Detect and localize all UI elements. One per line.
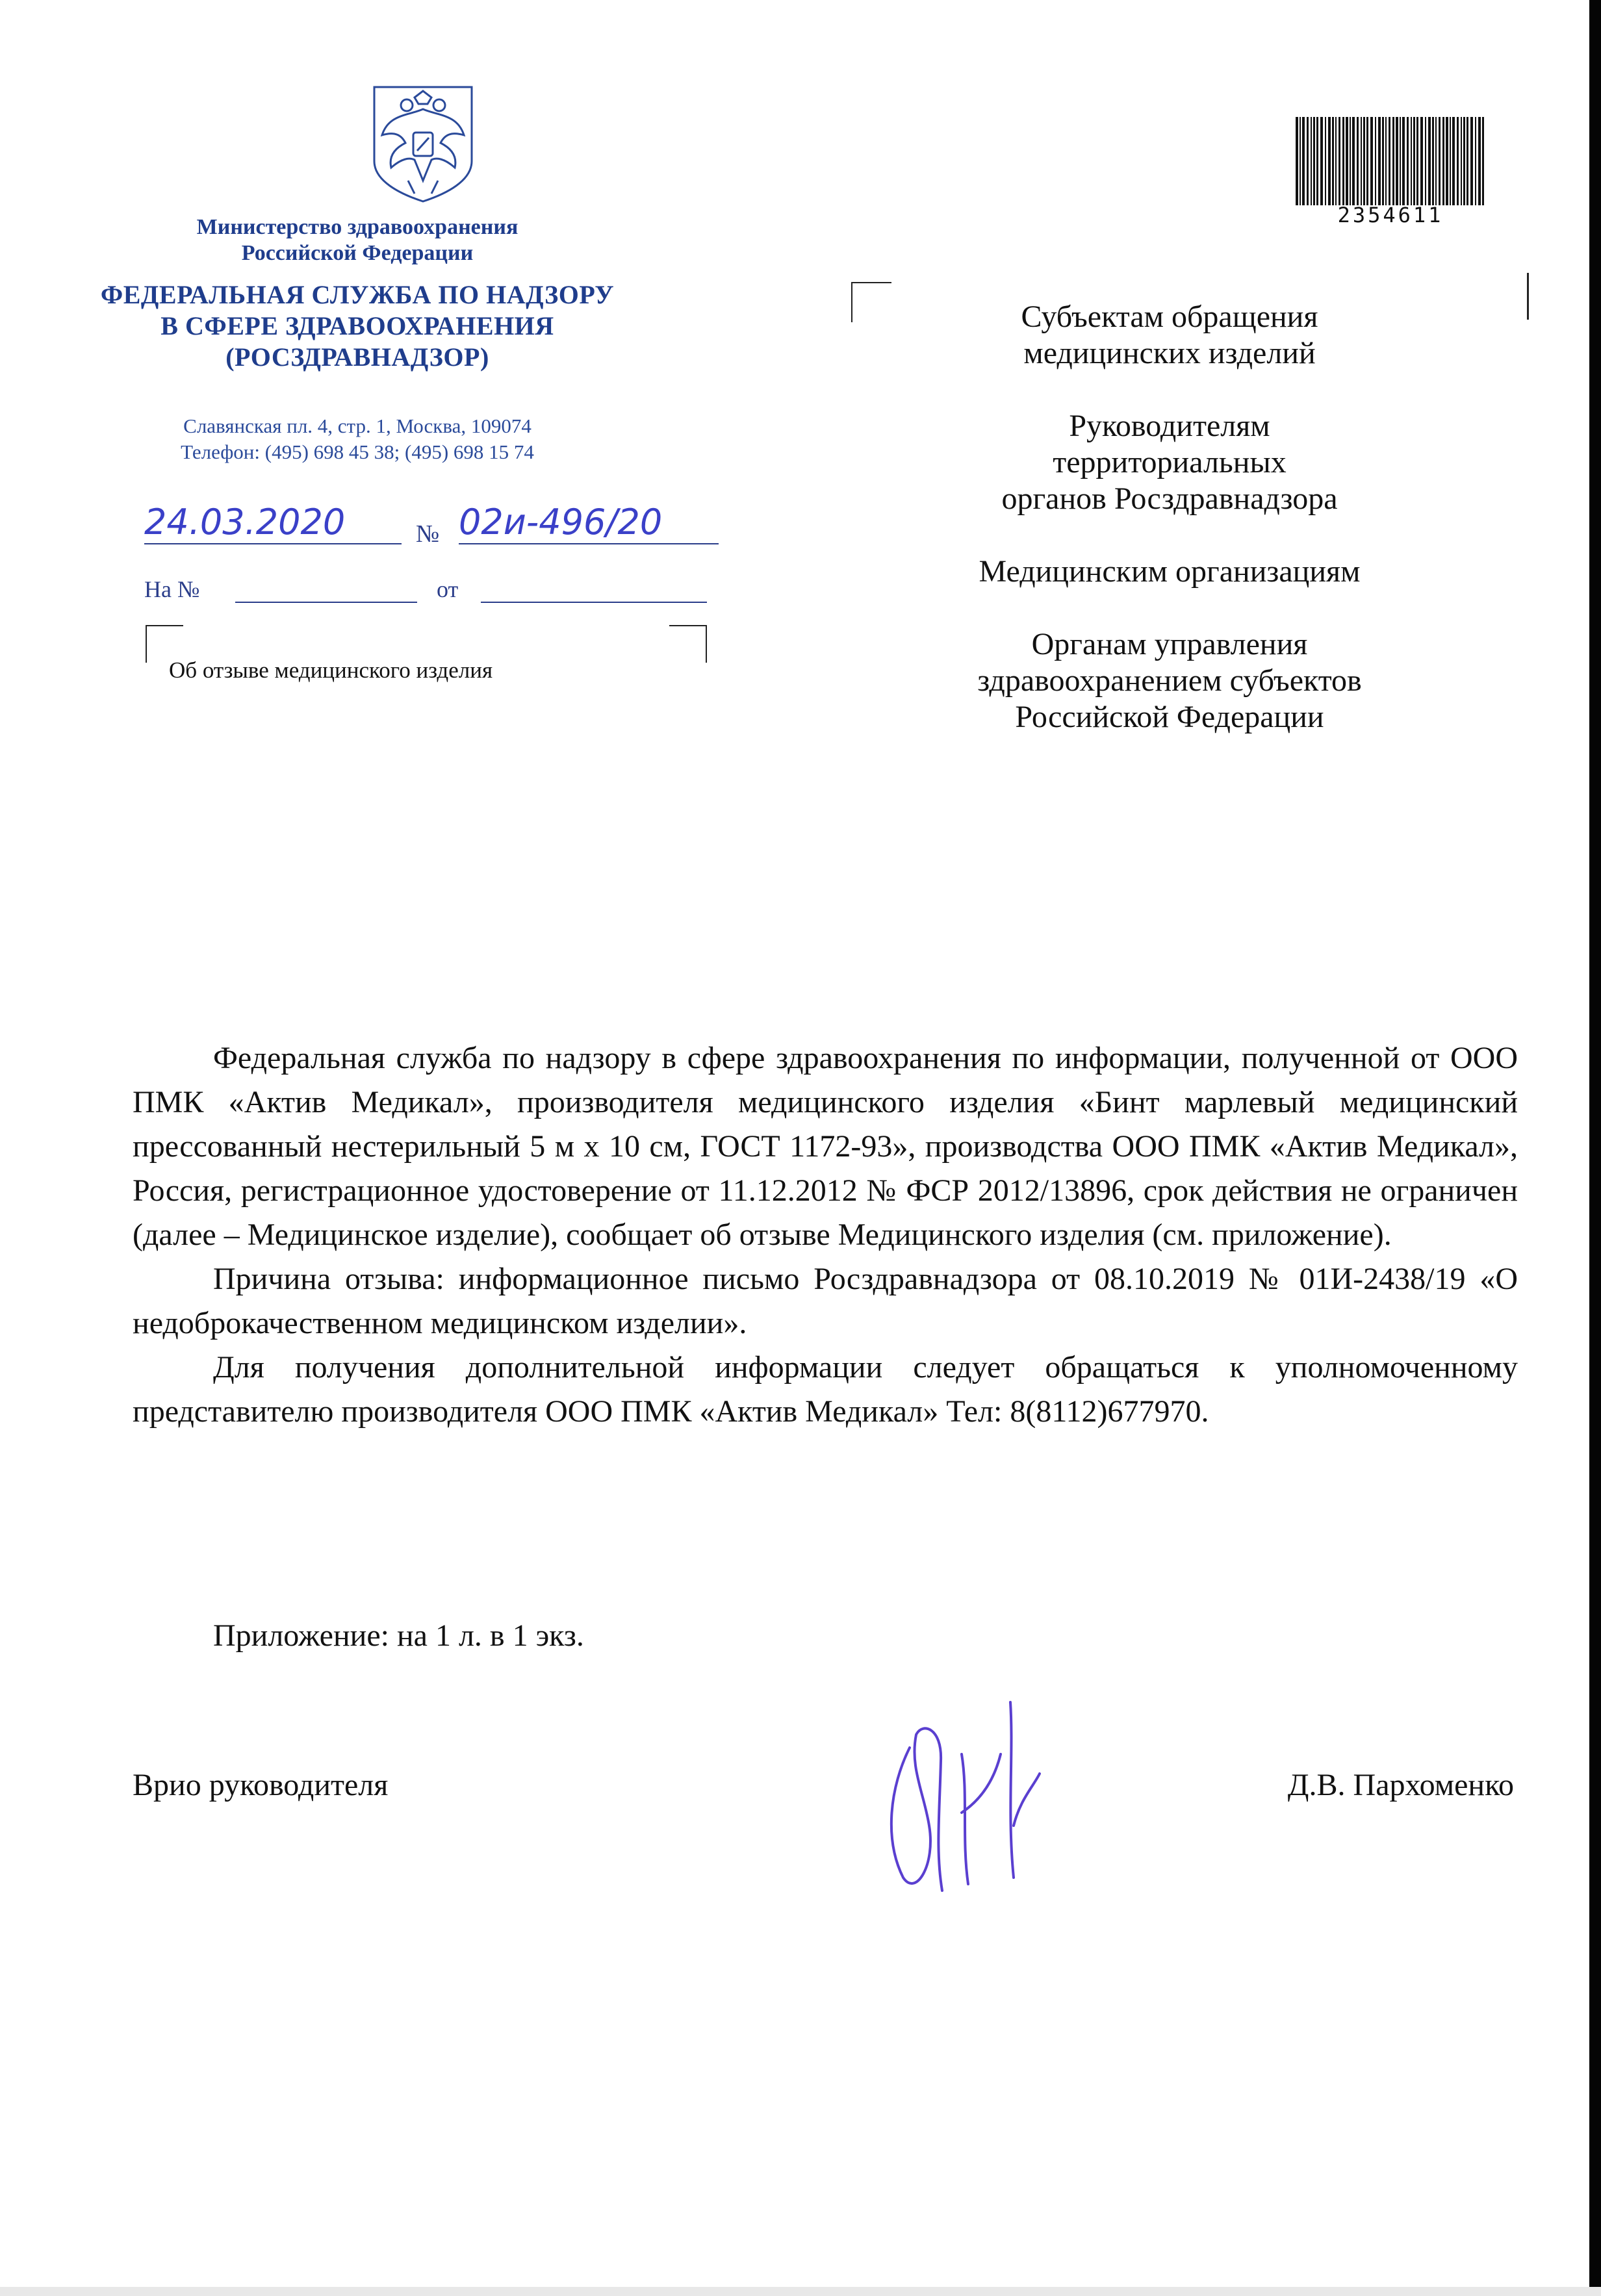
- addressee-block: [897, 299, 1442, 372]
- barcode-bar: [1361, 117, 1362, 205]
- barcode-bar: [1478, 117, 1481, 205]
- barcode-number: 2354611: [1337, 203, 1444, 227]
- barcode-bar: [1357, 117, 1359, 205]
- barcode-bar: [1296, 117, 1298, 205]
- barcode-bar: [1311, 117, 1312, 205]
- addressee-line: медицинских изделий: [1023, 336, 1316, 370]
- reply-date-label: от: [437, 576, 459, 602]
- barcode-bar: [1382, 117, 1384, 205]
- barcode: [1293, 117, 1488, 205]
- barcode-bar: [1467, 117, 1468, 205]
- barcode-bar: [1342, 117, 1344, 205]
- signatory-role: Врио руководителя: [133, 1768, 389, 1802]
- barcode-bar: [1300, 117, 1301, 205]
- agency-line-1: ФЕДЕРАЛЬНАЯ СЛУЖБА ПО НАДЗОРУ: [100, 280, 615, 309]
- barcode-bar: [1457, 117, 1459, 205]
- coat-of-arms-icon: [369, 83, 477, 204]
- reply-number-line: [235, 602, 417, 603]
- addressee-corner-right: [1527, 273, 1529, 320]
- barcode-bar: [1302, 117, 1305, 205]
- addressee-line: органов Росздравнадзора: [1001, 481, 1338, 516]
- barcode-bar: [1320, 117, 1323, 205]
- barcode-bar: [1338, 117, 1340, 205]
- barcode-bar: [1350, 117, 1351, 205]
- attachment-note: Приложение: на 1 л. в 1 экз.: [213, 1618, 584, 1653]
- barcode-bar: [1378, 117, 1381, 205]
- barcode-bar: [1411, 117, 1412, 205]
- ministry-name: [97, 214, 617, 266]
- scan-edge: [1589, 0, 1601, 2296]
- body-paragraph: Причина отзыва: информационное письмо Росздравнадзора от 08.10.2019 № 01И-2438/19 «О недоброкачественном медицинском изделии».: [133, 1262, 1518, 1340]
- agency-phone: Телефон: (495) 698 45 38; (495) 698 15 74: [181, 440, 534, 463]
- barcode-bar: [1328, 117, 1331, 205]
- reply-number-label: На №: [144, 576, 200, 602]
- barcode-bar: [1425, 117, 1426, 205]
- barcode-bar: [1325, 117, 1326, 205]
- body-paragraph: Федеральная служба по надзору в сфере здравоохранения по информации, полученной от ООО ПМК «Актив Медикал», производителя медицинского изделия «Бинт марлевый медицинский прессованный нестерильный 5 м х 10 см, ГОСТ 1172-93», производства ООО ПМК «Актив Медикал», Россия, регистрационное удостоверение от 11.12.2012 № ФСР 2012/13896, срок действия не ограничен (далее – Медицинское изделие), сообщает об отзыве Медицинского изделия (см. приложение).: [133, 1041, 1518, 1252]
- barcode-bar: [1389, 117, 1390, 205]
- barcode-bar: [1400, 117, 1401, 205]
- barcode-bar: [1366, 117, 1368, 205]
- letter-body: [133, 1036, 1518, 1434]
- agency-contacts: [97, 413, 617, 465]
- barcode-bar: [1370, 117, 1373, 205]
- barcode-bar: [1307, 117, 1309, 205]
- barcode-bar: [1385, 117, 1387, 205]
- barcode-bar: [1470, 117, 1473, 205]
- addressee-line: Российской Федерации: [1015, 700, 1324, 734]
- body-paragraph: Для получения дополнительной информации следует обращаться к уполномоченному представителю производителя ООО ПМК «Актив Медикал» Тел: 8(8112)677970.: [133, 1350, 1518, 1429]
- letter-subject: Об отзыве медицинского изделия: [169, 657, 493, 683]
- addressee-line: Руководителям: [1069, 409, 1270, 443]
- barcode-bar: [1316, 117, 1318, 205]
- scan-edge-bottom: [0, 2287, 1601, 2296]
- ministry-line-2: Российской Федерации: [241, 241, 474, 265]
- barcode-bar: [1461, 117, 1462, 205]
- registration-number-label: №: [416, 520, 440, 548]
- addressee-block: [897, 408, 1442, 517]
- barcode-bar: [1363, 117, 1365, 205]
- barcode-bar: [1413, 117, 1415, 205]
- addressee-corner-left: [851, 282, 891, 322]
- barcode-bar: [1420, 117, 1423, 205]
- barcode-bar: [1375, 117, 1376, 205]
- barcode-bar: [1332, 117, 1334, 205]
- barcode-bar: [1435, 117, 1437, 205]
- addressee-list: [897, 299, 1442, 772]
- subject-corner-right: [669, 625, 707, 663]
- barcode-bar: [1452, 117, 1455, 205]
- addressee-block: [897, 554, 1442, 590]
- barcode-bar: [1407, 117, 1409, 205]
- barcode-bar: [1446, 117, 1448, 205]
- barcode-bar: [1475, 117, 1476, 205]
- addressee-line: Субъектам обращения: [1021, 300, 1318, 334]
- barcode-bar: [1442, 117, 1444, 205]
- addressee-line: Медицинским организациям: [979, 554, 1361, 589]
- barcode-bar: [1346, 117, 1348, 205]
- addressee-line: Органам управления: [1031, 627, 1308, 661]
- barcode-bar: [1439, 117, 1441, 205]
- barcode-bar: [1313, 117, 1315, 205]
- agency-line-2: В СФЕРЕ ЗДРАВООХРАНЕНИЯ: [160, 311, 554, 340]
- agency-line-3: (РОСЗДРАВНАДЗОР): [225, 342, 489, 372]
- addressee-block: [897, 626, 1442, 735]
- addressee-line: здравоохранением субъектов: [977, 663, 1362, 698]
- barcode-bar: [1416, 117, 1418, 205]
- barcode-bar: [1463, 117, 1465, 205]
- registration-date: 24.03.2020: [144, 502, 402, 544]
- barcode-bar: [1428, 117, 1431, 205]
- barcode-bar: [1352, 117, 1355, 205]
- agency-name: [97, 279, 617, 373]
- barcode-bar: [1402, 117, 1405, 205]
- addressee-line: территориальных: [1053, 445, 1287, 479]
- agency-address: Славянская пл. 4, стр. 1, Москва, 109074: [183, 415, 532, 437]
- barcode-bar: [1335, 117, 1337, 205]
- reply-date-line: [481, 602, 707, 603]
- signatory-name: Д.В. Пархоменко: [1287, 1768, 1514, 1802]
- ministry-line-1: Министерство здравоохранения: [196, 215, 519, 239]
- barcode-bar: [1432, 117, 1434, 205]
- barcode-bar: [1392, 117, 1394, 205]
- barcode-bar: [1396, 117, 1398, 205]
- barcode-bar: [1450, 117, 1451, 205]
- registration-number: 02и-496/20: [459, 502, 719, 544]
- handwritten-signature: [864, 1683, 1059, 1910]
- barcode-bar: [1482, 117, 1484, 205]
